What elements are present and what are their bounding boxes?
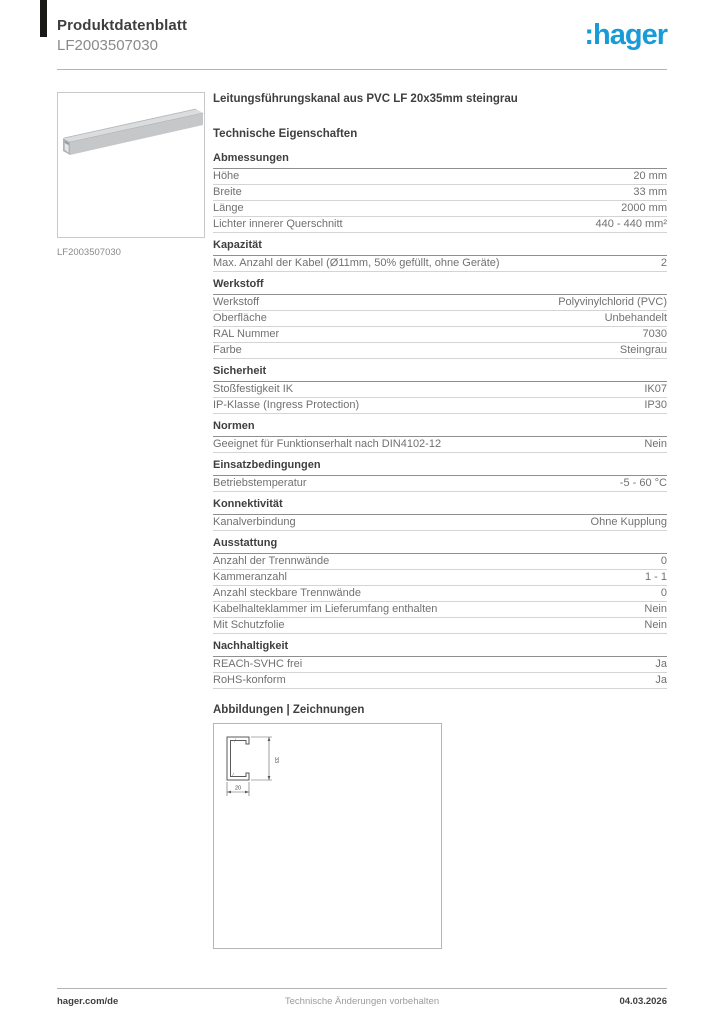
product-image-frame	[57, 92, 205, 238]
spec-row	[213, 311, 667, 327]
footer-divider	[57, 988, 667, 989]
spec-section	[213, 537, 667, 634]
spec-value: -5 - 60 °C	[619, 477, 667, 489]
spec-value: 7030	[642, 328, 667, 340]
spec-label: Kanalverbindung	[213, 516, 296, 528]
spec-value: 0	[660, 587, 667, 599]
spec-label: RAL Nummer	[213, 328, 280, 340]
spec-row	[213, 657, 667, 673]
spec-section	[213, 239, 667, 272]
spec-value: IP30	[644, 399, 667, 411]
spec-value: Nein	[644, 619, 667, 631]
spec-row	[213, 673, 667, 689]
spec-label: Anzahl steckbare Trennwände	[213, 587, 361, 599]
spec-label: Höhe	[213, 170, 240, 182]
section-rows	[213, 515, 667, 531]
section-rows	[213, 476, 667, 492]
page-header	[57, 16, 667, 62]
section-title: Werkstoff	[213, 278, 667, 295]
spec-value: 33 mm	[633, 186, 667, 198]
spec-section	[213, 278, 667, 359]
spec-label: Oberfläche	[213, 312, 267, 324]
section-title: Kapazität	[213, 239, 667, 256]
section-title: Einsatzbedingungen	[213, 459, 667, 476]
spec-row	[213, 602, 667, 618]
spec-row	[213, 169, 667, 185]
spec-value: Ja	[655, 674, 667, 686]
product-title: Leitungsführungskanal aus PVC LF 20x35mm steingrau	[213, 93, 518, 105]
spec-value: 0	[660, 555, 667, 567]
spec-row	[213, 586, 667, 602]
section-rows	[213, 256, 667, 272]
spec-label: Stoßfestigkeit IK	[213, 383, 294, 395]
spec-label: Kabelhalteklammer im Lieferumfang enthalten	[213, 603, 438, 615]
header-divider	[57, 69, 667, 70]
spec-label: Werkstoff	[213, 296, 260, 308]
section-rows	[213, 554, 667, 634]
spec-row	[213, 382, 667, 398]
page-footer	[57, 996, 667, 1007]
spec-label: Farbe	[213, 344, 242, 356]
drawings-heading: Abbildungen | Zeichnungen	[213, 704, 365, 716]
document-title: Produktdatenblatt	[57, 17, 188, 34]
spec-row	[213, 327, 667, 343]
spec-label: IP-Klasse (Ingress Protection)	[213, 399, 360, 411]
spec-column	[213, 92, 667, 949]
spec-row	[213, 554, 667, 570]
footer-disclaimer: Technische Änderungen vorbehalten	[284, 996, 440, 1007]
spec-value: 2	[660, 257, 667, 269]
spec-value: IK07	[644, 383, 667, 395]
product-image-caption: LF2003507030	[57, 247, 121, 258]
spec-row	[213, 343, 667, 359]
spec-row	[213, 201, 667, 217]
spec-label: Länge	[213, 202, 244, 214]
spec-value: Ja	[655, 658, 667, 670]
spec-section	[213, 365, 667, 414]
spec-row	[213, 256, 667, 272]
spec-row	[213, 217, 667, 233]
spec-label: REACh-SVHC frei	[213, 658, 303, 670]
product-photo	[58, 93, 204, 237]
spec-section	[213, 459, 667, 492]
spec-label: Anzahl der Trennwände	[213, 555, 330, 567]
profile-cross-section-drawing	[218, 728, 293, 808]
spec-row	[213, 618, 667, 634]
technical-drawing-frame	[213, 723, 442, 949]
section-title: Sicherheit	[213, 365, 667, 382]
section-rows	[213, 437, 667, 453]
hager-logo: :hager	[584, 19, 667, 51]
drawing-height-label: 33	[273, 756, 279, 764]
spec-value: Steingrau	[619, 344, 667, 356]
print-registration-mark	[40, 0, 47, 37]
section-rows	[213, 295, 667, 359]
spec-row	[213, 476, 667, 492]
spec-sections	[213, 152, 667, 689]
drawing-width-label: 20	[234, 785, 242, 792]
spec-value: Unbehandelt	[604, 312, 667, 324]
section-title: Konnektivität	[213, 498, 667, 515]
spec-section	[213, 640, 667, 689]
spec-value: Ohne Kupplung	[590, 516, 667, 528]
product-image-column	[57, 92, 205, 258]
spec-label: Breite	[213, 186, 242, 198]
spec-row	[213, 437, 667, 453]
spec-label: Betriebstemperatur	[213, 477, 307, 489]
spec-value: Nein	[644, 603, 667, 615]
spec-row	[213, 398, 667, 414]
section-title: Abmessungen	[213, 152, 667, 169]
spec-value: 440 - 440 mm²	[595, 218, 667, 230]
spec-value: 20 mm	[633, 170, 667, 182]
spec-value: Polyvinylchlorid (PVC)	[558, 296, 667, 308]
spec-label: Max. Anzahl der Kabel (Ø11mm, 50% gefüllt, ohne Geräte)	[213, 257, 500, 269]
section-title: Nachhaltigkeit	[213, 640, 667, 657]
spec-section	[213, 152, 667, 233]
spec-row	[213, 295, 667, 311]
spec-row	[213, 515, 667, 531]
section-rows	[213, 657, 667, 689]
spec-value: 2000 mm	[621, 202, 667, 214]
spec-label: Lichter innerer Querschnitt	[213, 218, 343, 230]
spec-label: Kammeranzahl	[213, 571, 287, 583]
spec-row	[213, 185, 667, 201]
spec-section	[213, 498, 667, 531]
spec-label: Geeignet für Funktionserhalt nach DIN4102-12	[213, 438, 442, 450]
section-rows	[213, 169, 667, 233]
section-title: Ausstattung	[213, 537, 667, 554]
section-rows	[213, 382, 667, 414]
spec-section	[213, 420, 667, 453]
header-product-number: LF2003507030	[57, 37, 158, 54]
spec-label: RoHS-konform	[213, 674, 286, 686]
spec-value: Nein	[644, 438, 667, 450]
footer-website: hager.com/de	[57, 996, 119, 1007]
spec-value: 1 - 1	[644, 571, 667, 583]
section-title: Normen	[213, 420, 667, 437]
footer-date: 04.03.2026	[619, 996, 667, 1007]
technical-properties-heading: Technische Eigenschaften	[213, 128, 358, 140]
spec-row	[213, 570, 667, 586]
spec-label: Mit Schutzfolie	[213, 619, 285, 631]
